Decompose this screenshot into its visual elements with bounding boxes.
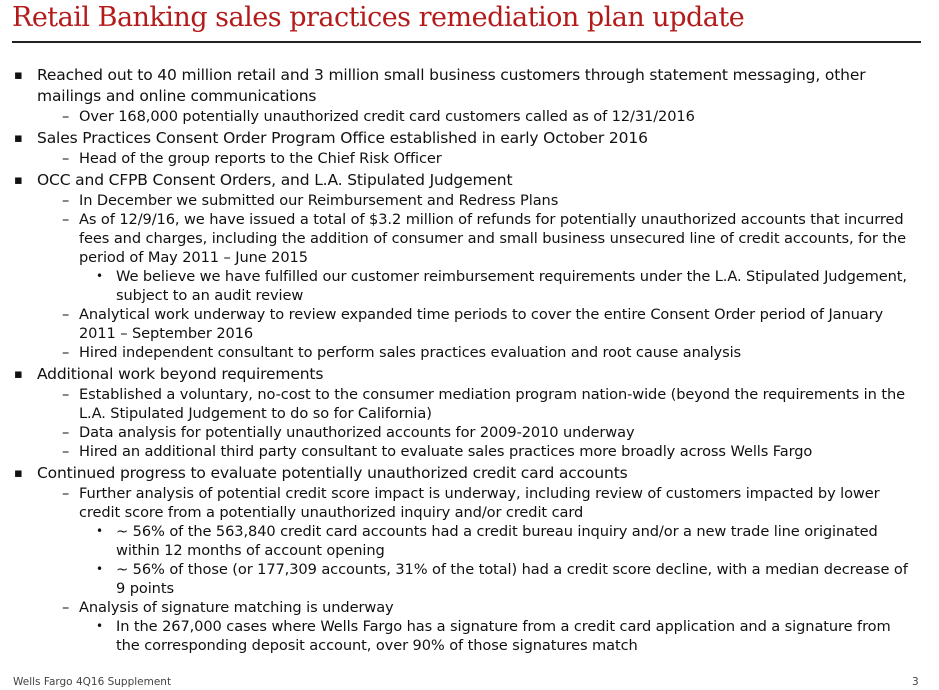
bullet-text: We believe we have fulfilled our customer reimbursement requirements under the L.A. Stipulated Judgement, subject to an audit review [116, 268, 907, 304]
bullet-text: ~ 56% of those (or 177,309 accounts, 31% of the total) had a credit score decline, with a median decrease of 9 points [116, 561, 908, 597]
bullet-text: Hired an additional third party consultant to evaluate sales practices more broadly across Wells Fargo [79, 443, 813, 460]
bullet-marker: ▪ [14, 131, 23, 146]
bullet-text: As of 12/9/16, we have issued a total of $3.2 million of refunds for potentially unauthorized accounts that incurred fees and charges, including the addition of consumer and small business unsecured line of credit accounts, for the period of May 2011 – June 2015 [79, 211, 907, 266]
bullet-text: In the 267,000 cases where Wells Fargo has a signature from a credit card application and a signature from the corresponding deposit account, over 90% of those signatures match [116, 618, 891, 654]
bullet-level-2 [0, 149, 939, 168]
bullet-text: Sales Practices Consent Order Program Office established in early October 2016 [37, 129, 648, 147]
bullet-level-1 [0, 170, 939, 191]
bullet-level-2 [0, 210, 939, 267]
title-divider [12, 41, 921, 43]
bullet-level-2 [0, 305, 939, 343]
bullet-marker: – [62, 424, 70, 441]
bullet-marker: – [62, 192, 70, 209]
bullet-text: Further analysis of potential credit score impact is underway, including review of customers impacted by lower credit score from a potentially unauthorized inquiry and/or credit card [79, 485, 880, 521]
bullet-level-3 [0, 267, 939, 305]
bullet-marker: ▪ [14, 68, 23, 83]
bullet-level-2 [0, 107, 939, 126]
bullet-level-2 [0, 385, 939, 423]
bullet-marker: • [96, 562, 103, 576]
bullet-text: Analytical work underway to review expanded time periods to cover the entire Consent Order period of January 2011 – September 2016 [79, 306, 884, 342]
bullet-text: Hired independent consultant to perform sales practices evaluation and root cause analysis [79, 344, 742, 361]
bullet-marker: • [96, 269, 103, 283]
bullet-list [0, 65, 939, 655]
bullet-level-1 [0, 463, 939, 484]
bullet-marker: – [62, 150, 70, 167]
bullet-text: OCC and CFPB Consent Orders, and L.A. Stipulated Judgement [37, 171, 513, 189]
bullet-marker: ▪ [14, 466, 23, 481]
bullet-text: ~ 56% of the 563,840 credit card accounts had a credit bureau inquiry and/or a new trade line originated within 12 months of account opening [116, 523, 878, 559]
bullet-level-1 [0, 65, 939, 107]
bullet-marker: – [62, 344, 70, 361]
bullet-level-2 [0, 442, 939, 461]
page-number: 3 [912, 676, 919, 688]
bullet-text: Established a voluntary, no-cost to the consumer mediation program nation-wide (beyond the requirements in the L.A. Stipulated Judgement to do so for California) [79, 386, 905, 422]
bullet-level-2 [0, 484, 939, 522]
bullet-level-2 [0, 191, 939, 210]
bullet-level-3 [0, 522, 939, 560]
bullet-marker: – [62, 599, 70, 616]
bullet-marker: • [96, 524, 103, 538]
bullet-marker: – [62, 485, 70, 502]
bullet-text: In December we submitted our Reimbursement and Redress Plans [79, 192, 559, 209]
bullet-text: Over 168,000 potentially unauthorized credit card customers called as of 12/31/2016 [79, 108, 695, 125]
bullet-marker: – [62, 108, 70, 125]
bullet-level-2 [0, 598, 939, 617]
bullet-level-2 [0, 343, 939, 362]
footer-label: Wells Fargo 4Q16 Supplement [13, 676, 172, 688]
bullet-text: Analysis of signature matching is underway [79, 599, 394, 616]
bullet-level-3 [0, 560, 939, 598]
bullet-level-1 [0, 128, 939, 149]
bullet-marker: ▪ [14, 173, 23, 188]
bullet-marker: – [62, 443, 70, 460]
bullet-text: Continued progress to evaluate potentially unauthorized credit card accounts [37, 464, 628, 482]
bullet-level-1 [0, 364, 939, 385]
bullet-text: Additional work beyond requirements [37, 365, 324, 383]
bullet-level-2 [0, 423, 939, 442]
bullet-text: Data analysis for potentially unauthorized accounts for 2009-2010 underway [79, 424, 635, 441]
bullet-marker: – [62, 306, 70, 323]
bullet-level-3 [0, 617, 939, 655]
bullet-text: Reached out to 40 million retail and 3 million small business customers through statement messaging, other mailings and online communications [37, 66, 866, 105]
bullet-marker: – [62, 211, 70, 228]
slide-title: Retail Banking sales practices remediation plan update [12, 2, 745, 33]
bullet-marker: – [62, 386, 70, 403]
bullet-marker: ▪ [14, 367, 23, 382]
bullet-marker: • [96, 619, 103, 633]
bullet-text: Head of the group reports to the Chief Risk Officer [79, 150, 442, 167]
